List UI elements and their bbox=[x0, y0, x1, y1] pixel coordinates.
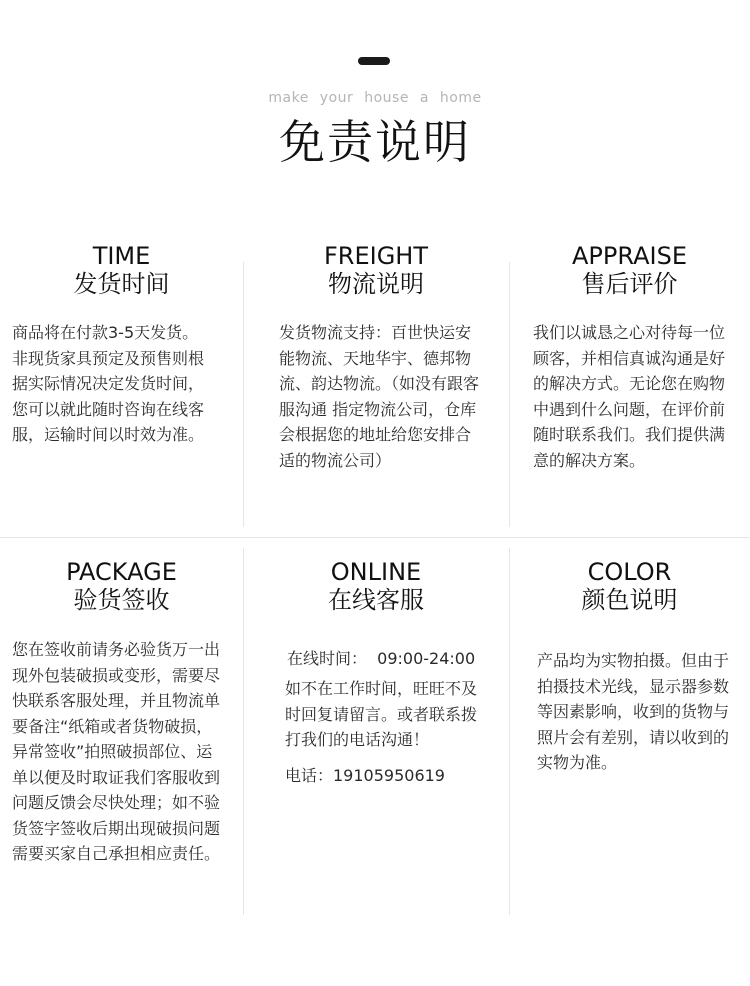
online-note: 如不在工作时间，旺旺不及时回复请留言。或者联系拨打我们的电话沟通！ bbox=[285, 679, 478, 749]
section-appraise-title-zh: 售后评价 bbox=[581, 270, 678, 298]
section-online-title-zh: 在线客服 bbox=[328, 586, 424, 614]
row-divider bbox=[0, 537, 750, 538]
section-time bbox=[0, 242, 243, 532]
section-freight-title-en: FREIGHT bbox=[323, 242, 429, 270]
online-phone: 电话：19105950619 bbox=[285, 766, 445, 785]
header-tagline: make your house a home bbox=[268, 90, 482, 106]
online-hours: 在线时间： 09:00-24:00 bbox=[287, 649, 476, 668]
section-freight-body: 发货物流支持：百世快运安能物流、天地华宇、德邦物流、韵达物流。（如没有跟客服沟通 指定物流公司，仓库会根据您的地址给您安排合适的物流公司） bbox=[279, 323, 480, 470]
section-color-title-zh: 颜色说明 bbox=[581, 586, 678, 614]
header-dash-ornament bbox=[358, 57, 390, 65]
section-package bbox=[0, 558, 243, 918]
page-header bbox=[0, 0, 750, 200]
section-online bbox=[243, 558, 509, 918]
section-appraise-body: 我们以诚恳之心对待每一位顾客，并相信真诚沟通是好的解决方式。无论您在购物中遇到什么问题，在评价前随时联系我们。我们提供满意的解决方案。 bbox=[533, 323, 726, 470]
section-freight-title-zh: 物流说明 bbox=[328, 270, 424, 298]
section-color-title-en: COLOR bbox=[587, 558, 672, 586]
section-package-body: 您在签收前请务必验货万一出现外包装破损或变形，需要尽快联系客服处理，并且物流单要备注“纸箱或者货物破损，异常签收”拍照破损部位、运单以便及时取证我们客服收到问题反馈会尽快处理；如不验货签字签收后期出现破损问题需要买家自己承担相应责任。 bbox=[12, 640, 221, 863]
page-title: 免责说明 bbox=[279, 115, 471, 169]
section-color-body: 产品均为实物拍摄。但由于拍摄技术光线，显示器参数等因素影响，收到的货物与照片会有差别，请以收到的实物为准。 bbox=[537, 651, 730, 772]
section-freight bbox=[243, 242, 509, 532]
section-online-title-en: ONLINE bbox=[330, 558, 422, 586]
section-time-body: 商品将在付款3-5天发货。非现货家具预定及预售则根据实际情况决定发货时间，您可以就此随时咨询在线客服，运输时间以时效为准。 bbox=[12, 323, 205, 444]
section-time-title-zh: 发货时间 bbox=[73, 270, 170, 298]
section-package-title-zh: 验货签收 bbox=[73, 586, 170, 614]
section-package-title-en: PACKAGE bbox=[66, 558, 177, 586]
section-color bbox=[509, 558, 750, 918]
section-time-title-en: TIME bbox=[92, 242, 151, 270]
section-appraise-title-en: APPRAISE bbox=[572, 242, 687, 270]
section-appraise bbox=[509, 242, 750, 532]
